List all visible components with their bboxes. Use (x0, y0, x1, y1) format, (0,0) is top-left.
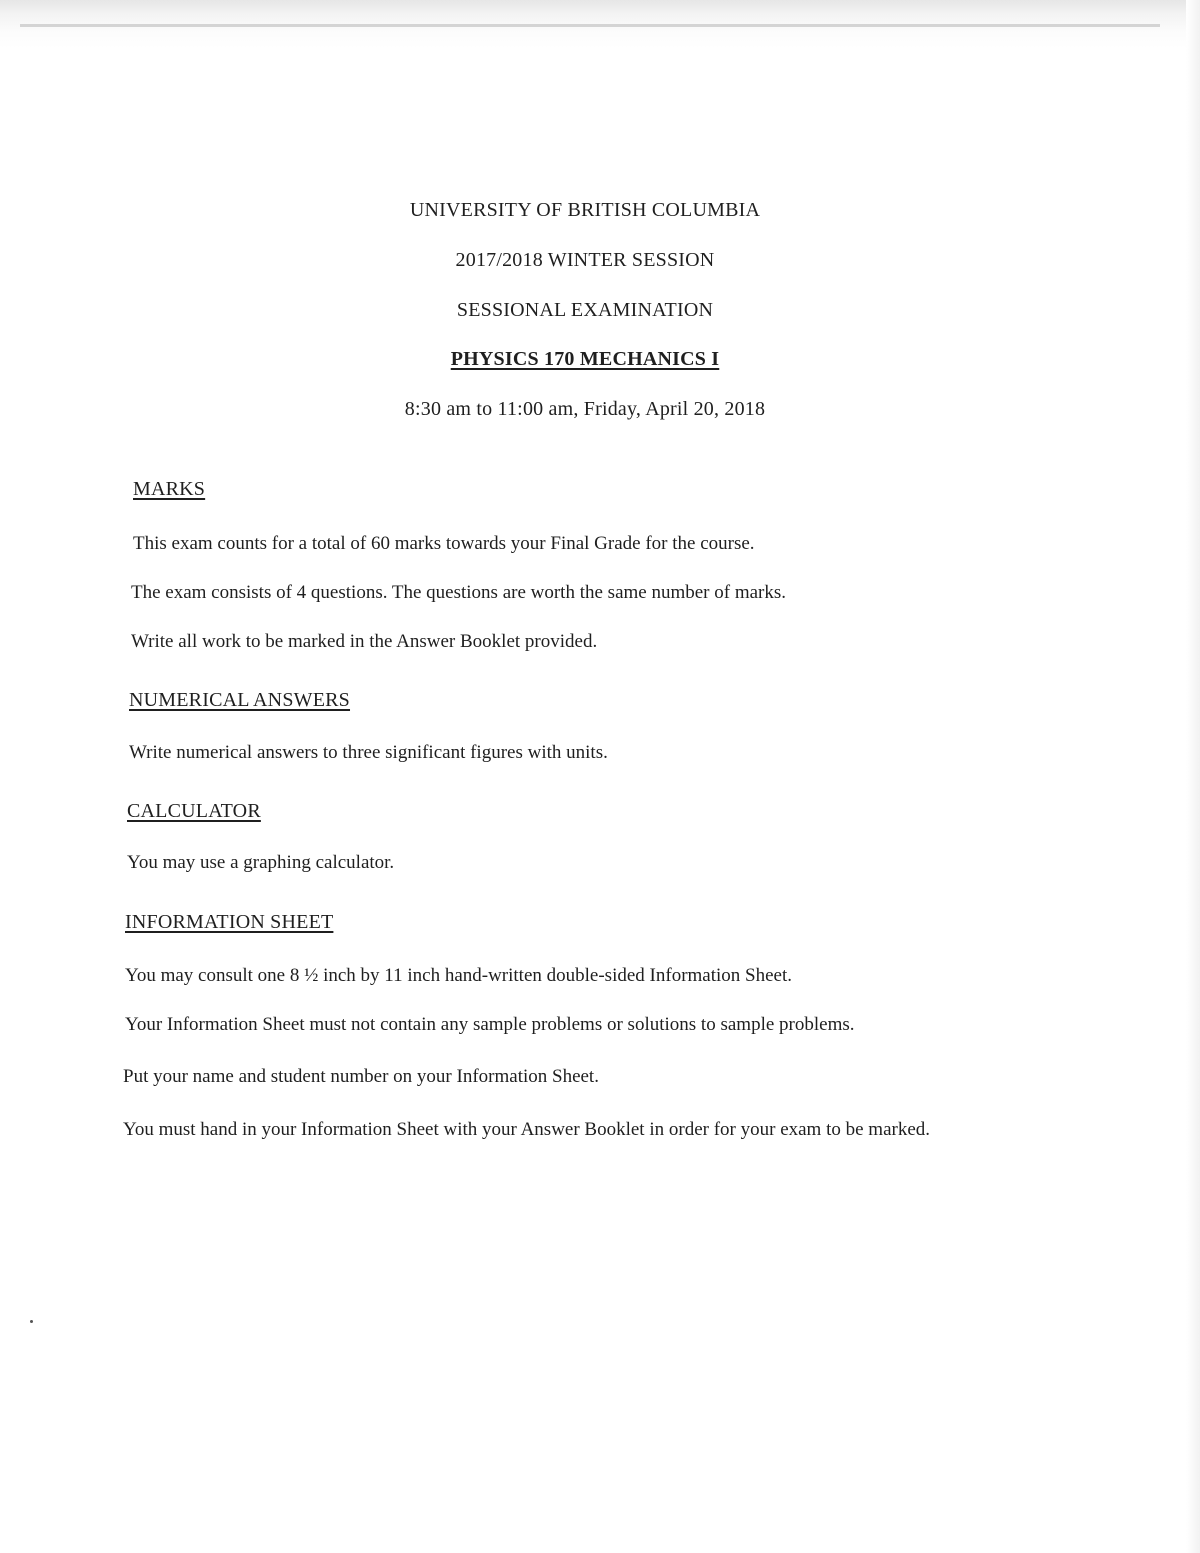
scan-right-shadow (1186, 0, 1200, 1553)
course-title: PHYSICS 170 MECHANICS I (450, 348, 720, 370)
marks-line-2: The exam consists of 4 questions. The questions are worth the same number of marks. (131, 582, 787, 603)
information-sheet-heading: INFORMATION SHEET (125, 911, 334, 933)
calculator-heading: CALCULATOR (127, 800, 261, 822)
scan-artifact-line (20, 24, 1160, 27)
marks-heading: MARKS (133, 478, 206, 500)
session-name: 2017/2018 WINTER SESSION (455, 249, 715, 271)
institution-name: UNIVERSITY OF BRITISH COLUMBIA (409, 199, 761, 221)
information-sheet-line-2: Your Information Sheet must not contain any sample problems or solutions to sample problems. (125, 1014, 855, 1035)
marks-line-1: This exam counts for a total of 60 marks towards your Final Grade for the course. (133, 533, 755, 554)
marks-line-3: Write all work to be marked in the Answer Booklet provided. (131, 631, 598, 652)
information-sheet-line-1: You may consult one 8 ½ inch by 11 inch hand-written double-sided Information Sheet. (125, 965, 793, 986)
exam-type: SESSIONAL EXAMINATION (456, 299, 714, 321)
exam-datetime: 8:30 am to 11:00 am, Friday, April 20, 2018 (404, 398, 766, 420)
calculator-line-1: You may use a graphing calculator. (127, 852, 395, 873)
numerical-answers-heading: NUMERICAL ANSWERS (129, 689, 351, 711)
numerical-answers-line-1: Write numerical answers to three significant figures with units. (129, 742, 608, 763)
information-sheet-line-3: Put your name and student number on your Information Sheet. (123, 1066, 599, 1087)
information-sheet-line-4: You must hand in your Information Sheet with your Answer Booklet in order for your exam to be marked. (123, 1119, 931, 1140)
scan-speck (30, 1320, 33, 1323)
